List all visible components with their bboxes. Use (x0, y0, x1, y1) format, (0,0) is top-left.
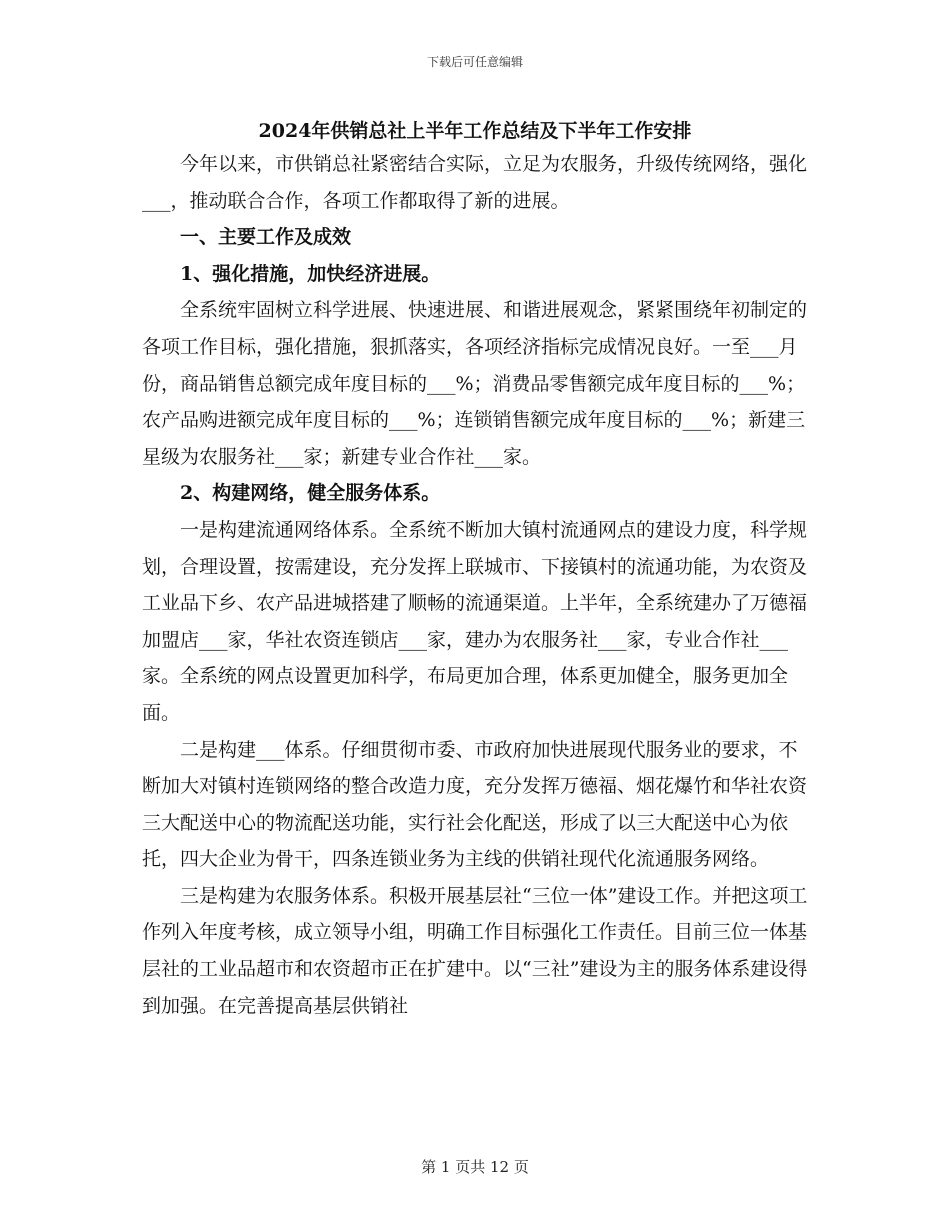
section-heading-main-work: 一、主要工作及成效 (180, 226, 352, 249)
paragraph-distribution-system: 二是构建___体系。仔细贯彻市委、市政府加快进展现代服务业的要求，不断加大对镇村连锁网络的整合改造力度，充分发挥万德福、烟花爆竹和华社农资三大配送中心的物流配送功能，实行社会化配送，形成了以三大配送中心为依托，四大企业为骨干，四条连锁业务为主线的供销社现代化流通服务网络。 (142, 738, 808, 871)
paragraph-farm-service-system: 三是构建为农服务体系。积极开展基层社“三位一体”建设工作。并把这项工作列入年度考核，成立领导小组，明确工作目标强化工作责任。目前三位一体基层社的工业品超市和农资超市正在扩建中。以“三社”建设为主的服务体系建设得到加强。在完善提高基层供销社 (142, 884, 808, 1017)
subheading-build-network: 2、构建网络，健全服务体系。 (180, 482, 441, 505)
page-header-note: 下载后可任意编辑 (426, 55, 523, 69)
paragraph-economic-indicators: 全系统牢固树立科学进展、快速进展、和谐进展观念，紧紧围绕年初制定的各项工作目标，强化措施，狠抓落实，各项经济指标完成情况良好。一至___月份，商品销售总额完成年度目标的___%；消费品零售额完成年度目标的___%；农产品购进额完成年度目标的___%；连锁销售额完成年度目标的___%；新建三星级为农服务社___家；新建专业合作社___家。 (142, 299, 808, 468)
document-body (142, 146, 812, 1024)
subheading-strengthen-measures: 1、强化措施，加快经济进展。 (180, 262, 441, 285)
document-title: 2024年供销总社上半年工作总结及下半年工作安排 (258, 120, 692, 142)
paragraph-circulation-network: 一是构建流通网络体系。全系统不断加大镇村流通网点的建设力度，科学规划，合理设置，按需建设，充分发挥上联城市、下接镇村的流通功能，为农资及工业品下乡、农产品进城搭建了顺畅的流通渠道。上半年，全系统建办了万德福加盟店___家，华社农资连锁店___家，建办为农服务社___家，专业合作社___家。全系统的网点设置更加科学，布局更加合理，体系更加健全，服务更加全面。 (142, 518, 808, 724)
page-number-footer: 第 1 页共 12 页 (421, 1158, 529, 1176)
intro-paragraph: 今年以来，市供销总社紧密结合实际，立足为农服务，升级传统网络，强化___，推动联合合作，各项工作都取得了新的进展。 (142, 153, 808, 212)
